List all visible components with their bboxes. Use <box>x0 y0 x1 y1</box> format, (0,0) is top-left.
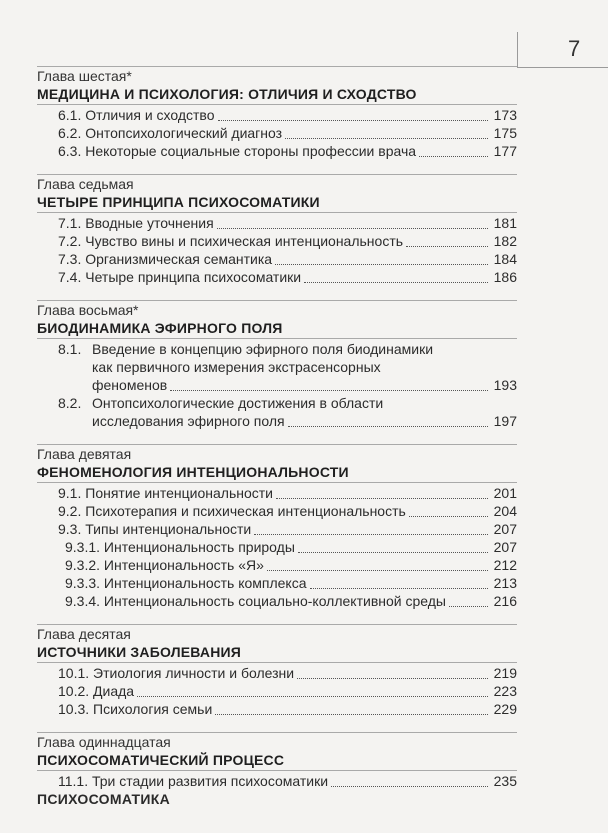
dot-leader <box>298 551 488 553</box>
entry-page: 182 <box>493 233 517 249</box>
chapter-title: ПСИХОСОМАТИЧЕСКИЙ ПРОЦЕСС <box>37 751 517 771</box>
chapter-title: ИСТОЧНИКИ ЗАБОЛЕВАНИЯ <box>37 643 517 663</box>
entry-title: Интенциональность природы <box>103 539 295 555</box>
dot-leader <box>170 389 488 391</box>
page-number-box <box>517 32 608 68</box>
toc-entry[interactable] <box>37 250 517 268</box>
entry-number: 10.2. <box>58 683 90 699</box>
entry-number: 10.3. <box>58 701 90 717</box>
entry-page: 204 <box>493 503 517 519</box>
entry-title: Онтопсихологический диагноз <box>85 125 283 141</box>
dot-leader <box>137 695 488 697</box>
entry-page: 184 <box>493 251 517 267</box>
chapter-title: БИОДИНАМИКА ЭФИРНОГО ПОЛЯ <box>37 319 517 339</box>
entry-page: 186 <box>493 269 517 285</box>
chapter-label: Глава десятая <box>37 626 131 642</box>
entry-page: 213 <box>493 575 517 591</box>
entry-page: 177 <box>493 143 517 159</box>
entry-title: Понятие интенциональности <box>85 485 273 501</box>
entry-title: Интенциональность «Я» <box>103 557 264 573</box>
chapter-11 <box>37 732 517 790</box>
toc-entry[interactable] <box>37 538 517 556</box>
entry-title: Типы интенциональности <box>85 521 252 537</box>
toc-entry[interactable] <box>37 106 517 124</box>
entry-number: 6.1. <box>58 107 82 123</box>
entry-page: 197 <box>493 413 517 429</box>
dot-leader <box>310 587 488 589</box>
entry-number: 9.3.4. <box>65 593 101 609</box>
entry-number: 6.2. <box>58 125 82 141</box>
entry-title: Интенциональность комплекса <box>103 575 307 591</box>
entry-number: 6.3. <box>58 143 82 159</box>
entry-page: 229 <box>493 701 517 717</box>
entry-number: 11.1. <box>58 773 89 789</box>
entry-page: 212 <box>493 557 517 573</box>
entry-number: 10.1. <box>58 665 90 681</box>
entry-page: 173 <box>493 107 517 123</box>
chapter-label: Глава шестая* <box>37 68 132 84</box>
toc-entry[interactable] <box>37 556 517 574</box>
entry-title-line: Введение в концепцию эфирного поля биодинамики <box>92 341 434 357</box>
entry-title: Психотерапия и психическая интенциональность <box>85 503 406 519</box>
chapter-10 <box>37 624 517 718</box>
entry-title: Вводные уточнения <box>85 215 214 231</box>
toc-entry[interactable] <box>37 520 517 538</box>
entry-number: 7.2. <box>58 233 82 249</box>
entry-number: 9.3.2. <box>65 557 101 573</box>
entry-number: 7.1. <box>58 215 82 231</box>
entry-title-line: феноменов <box>92 377 168 393</box>
entry-page: 181 <box>493 215 517 231</box>
entry-title: Этиология личности и болезни <box>93 665 295 681</box>
entry-number: 8.1. <box>58 341 82 357</box>
dot-leader <box>217 227 488 229</box>
toc-entry[interactable] <box>37 682 517 700</box>
dot-leader <box>276 497 488 499</box>
entry-title: Организмическая семантика <box>85 251 273 267</box>
chapter-label: Глава одиннадцатая <box>37 734 171 750</box>
chapter-8 <box>37 300 517 430</box>
page-number: 7 <box>568 36 581 61</box>
chapter-6 <box>37 66 517 160</box>
dot-leader <box>215 713 488 715</box>
entry-number: 8.2. <box>58 395 82 411</box>
dot-leader <box>304 281 488 283</box>
chapter-title: МЕДИЦИНА И ПСИХОЛОГИЯ: ОТЛИЧИЯ И СХОДСТВО <box>37 85 517 105</box>
entry-page: 175 <box>493 125 517 141</box>
chapter-7 <box>37 174 517 286</box>
entry-title: Интенциональность социально-коллективной среды <box>103 593 446 609</box>
entry-title: Четыре принципа психосоматики <box>85 269 302 285</box>
entry-title-line: исследования эфирного поля <box>92 413 285 429</box>
entry-page: 235 <box>493 773 517 789</box>
entry-page: 207 <box>493 539 517 555</box>
entry-number: 9.1. <box>58 485 82 501</box>
chapter-title: ЧЕТЫРЕ ПРИНЦИПА ПСИХОСОМАТИКИ <box>37 193 517 213</box>
toc-entry[interactable] <box>37 268 517 286</box>
toc-entry[interactable] <box>37 124 517 142</box>
entry-page: 216 <box>493 593 517 609</box>
chapter-label: Глава восьмая* <box>37 302 139 318</box>
dot-leader <box>288 425 488 427</box>
entry-title: Отличия и сходство <box>85 107 215 123</box>
chapter-label: Глава седьмая <box>37 176 134 192</box>
toc-entry[interactable] <box>37 214 517 232</box>
entry-title: Чувство вины и психическая интенциональность <box>85 233 404 249</box>
toc-entry[interactable] <box>37 394 517 430</box>
chapter-label: Глава девятая <box>37 446 132 462</box>
entry-number: 7.4. <box>58 269 82 285</box>
entry-number: 9.3.1. <box>65 539 101 555</box>
dot-leader <box>419 155 488 157</box>
dot-leader <box>254 533 488 535</box>
entry-number: 9.3.3. <box>65 575 101 591</box>
dot-leader <box>409 515 488 517</box>
entry-number: 9.3. <box>58 521 82 537</box>
dot-leader <box>297 677 488 679</box>
dot-leader <box>267 569 488 571</box>
dot-leader <box>275 263 488 265</box>
entry-page: 193 <box>493 377 517 393</box>
toc-entry[interactable] <box>37 502 517 520</box>
entry-number: 7.3. <box>58 251 82 267</box>
dot-leader <box>331 785 488 787</box>
dot-leader <box>218 119 489 121</box>
chapter-title: ФЕНОМЕНОЛОГИЯ ИНТЕНЦИОНАЛЬНОСТИ <box>37 463 517 483</box>
entry-title: Три стадии развития психосоматики <box>92 773 329 789</box>
table-of-contents <box>37 66 517 790</box>
entry-title-line: как первичного измерения экстрасенсорных <box>92 359 381 375</box>
toc-entry[interactable] <box>37 592 517 610</box>
chapter-9 <box>37 444 517 610</box>
dot-leader <box>285 137 488 139</box>
dot-leader <box>449 605 488 607</box>
entry-page: 219 <box>493 665 517 681</box>
toc-entry[interactable] <box>37 574 517 592</box>
toc-entry[interactable] <box>37 484 517 502</box>
toc-entry[interactable] <box>37 664 517 682</box>
toc-entry[interactable] <box>37 142 517 160</box>
entry-page: 201 <box>493 485 517 501</box>
toc-entry[interactable] <box>37 232 517 250</box>
toc-entry[interactable] <box>37 772 517 790</box>
entry-page: 207 <box>493 521 517 537</box>
entry-number: 9.2. <box>58 503 82 519</box>
toc-entry[interactable] <box>37 340 517 394</box>
entry-title: Психология семьи <box>93 701 213 717</box>
dot-leader <box>406 245 488 247</box>
entry-title-line: Онтопсихологические достижения в области <box>92 395 384 411</box>
entry-page: 223 <box>493 683 517 699</box>
running-footer: ПСИХОСОМАТИКА <box>37 791 170 807</box>
entry-title: Диада <box>93 683 135 699</box>
toc-entry[interactable] <box>37 700 517 718</box>
entry-title: Некоторые социальные стороны профессии врача <box>85 143 417 159</box>
